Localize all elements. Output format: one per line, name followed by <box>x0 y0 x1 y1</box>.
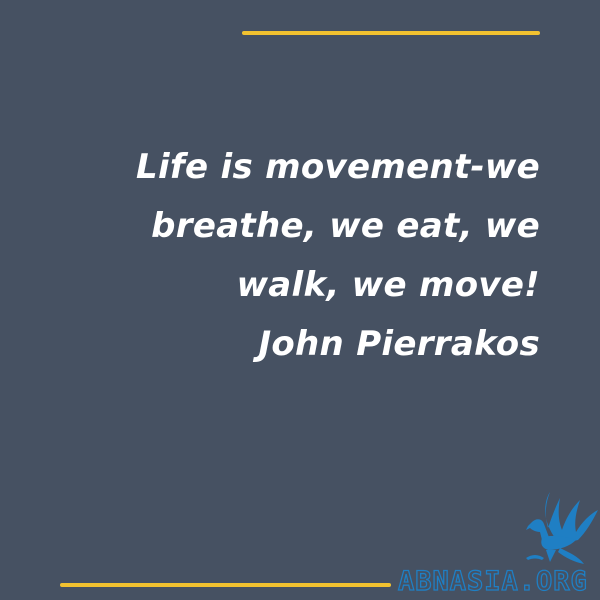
quote-line-3: walk, we move! <box>236 265 540 305</box>
quote-author: John Pierrakos <box>258 324 540 364</box>
quote-line-1: Life is movement-we <box>136 147 540 187</box>
brand-logo <box>398 488 600 600</box>
bottom-accent-line <box>60 583 391 587</box>
quote-line-2: breathe, we eat, we <box>151 206 540 246</box>
quote-text <box>80 138 540 374</box>
top-accent-line <box>242 31 540 35</box>
phoenix-icon <box>520 488 600 566</box>
logo-wordmark: ABNASIA.ORG <box>398 566 588 597</box>
